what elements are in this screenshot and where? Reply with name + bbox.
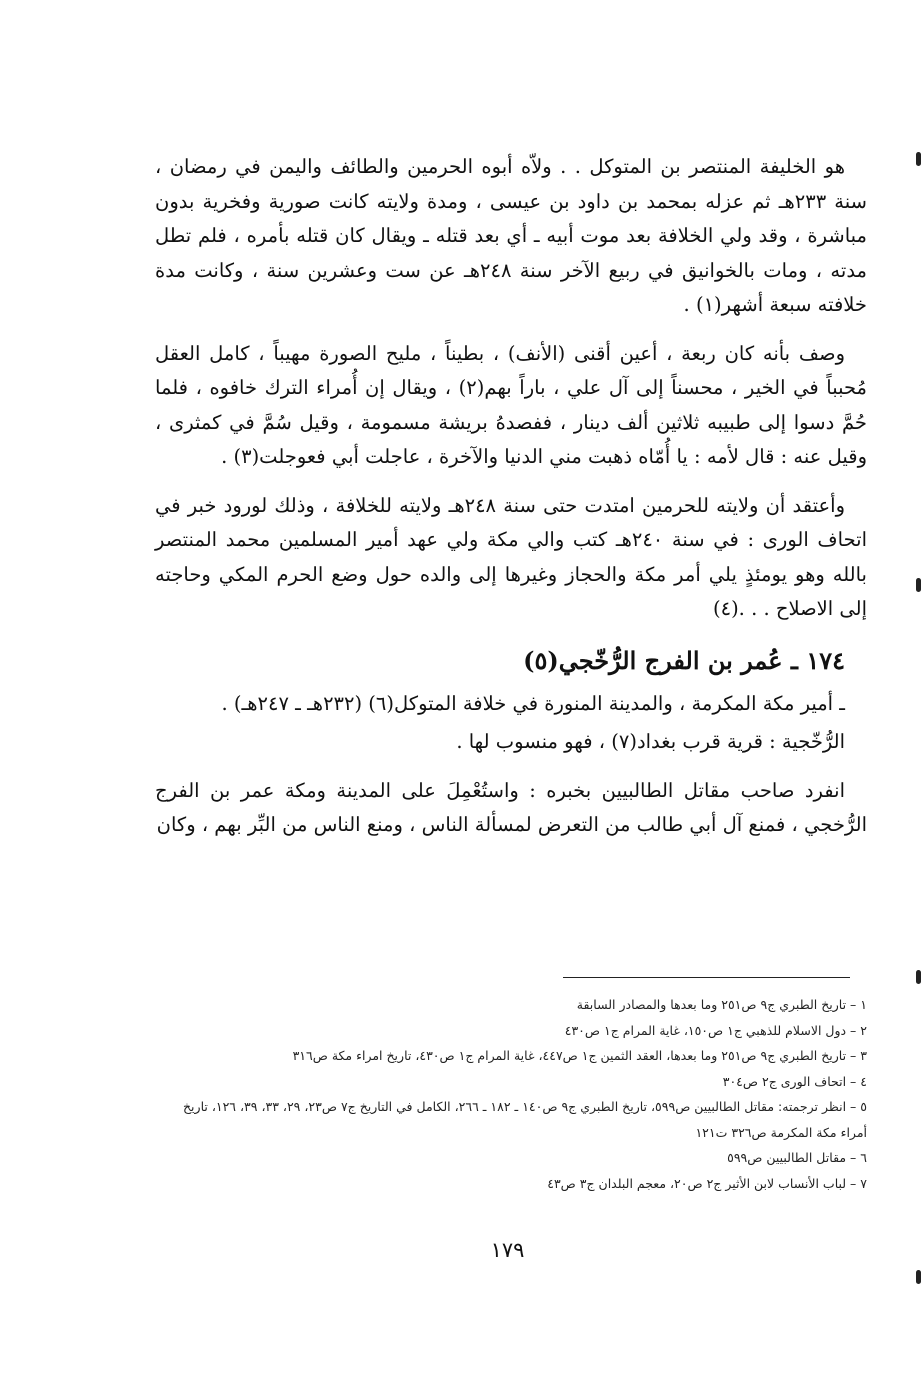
- paragraph-muntasir-intro: هو الخليفة المنتصر بن المتوكل . . ولاّه أبوه الحرمين والطائف واليمن في رمضان ، سنة ٢٣٣هـ ثم عزله بمحمد بن داود بن عيسى ، ومدة ولايته كانت صورية وفخرية بدون مباشرة ، وقد ولي الخلافة بعد موت أبيه ـ أي بعد قتله ـ ويقال كان قتله بأمره ، فلم تطل مدته ، ومات بالخوانيق في ربيع الآخر سنة ٢٤٨هـ عن ست وعشرين سنة ، وكانت مدة خلافته سبعة أشهر(١) .: [155, 155, 867, 316]
- footnote: ٧ – لباب الأنساب لابن الأثير ج٢ ص٢٠، معجم البلدان ج٣ ص٤٣: [547, 1175, 867, 1191]
- footnotes: [155, 992, 867, 1196]
- footnote: ٢ – دول الاسلام للذهبي ج١ ص١٥٠، غاية المرام ج١ ص٤٣٠: [564, 1022, 867, 1038]
- footnote: ٦ – مقاتل الطالبيين ص٥٩٩: [727, 1150, 867, 1165]
- paragraph-umar-account: انفرد صاحب مقاتل الطالبيين بخبره : واستُعْمِلَ على المدينة ومكة عمر بن الفرج الرُّخجي ، فمنع آل أبي طالب من التعرض لمسألة الناس ، ومنع الناس من البِّر بهم ، وكان: [155, 778, 867, 836]
- entry-line-emir: ـ أمير مكة المكرمة ، والمدينة المنورة في خلافة المتوكل(٦) (٢٣٢هـ ـ ٢٤٧هـ) .: [221, 691, 845, 715]
- footnote-separator: [563, 977, 850, 978]
- margin-mark: [916, 578, 921, 592]
- main-text: [155, 150, 867, 857]
- page-number: ١٧٩: [490, 1238, 525, 1262]
- paragraph-muntasir-tenure: وأعتقد أن ولايته للحرمين امتدت حتى سنة ٢٤٨هـ ولايته للخلافة ، وذلك لورود خبر في اتحاف الورى : في سنة ٢٤٠هـ كتب والي مكة ولي عهد أمير المسلمين محمد المنتصر بالله وهو يومئذٍ يلي أمر مكة والحجاز وغيرها إلى والده حول وضع الحرم المكي وحاجته إلى الاصلاح . . .(٤): [155, 493, 868, 620]
- margin-mark: [916, 1270, 921, 1284]
- margin-mark: [916, 152, 921, 166]
- footnote: ٤ – اتحاف الورى ج٢ ص٣٠٤: [722, 1073, 867, 1089]
- footnote: ٣ – تاريخ الطبري ج٩ ص٢٥١ وما بعدها، العقد الثمين ج١ ص٤٤٧، غاية المرام ج١ ص٤٣٠، تاريخ امراء مكة ص٣١٦: [292, 1048, 867, 1063]
- entry-line-rukhkhajiyya: الرُّخّجية : قرية قرب بغداد(٧) ، فهو منسوب لها .: [456, 730, 845, 753]
- footnote: ١ – تاريخ الطبري ج٩ ص٢٥١ وما بعدها والمصادر السابقة: [576, 997, 867, 1012]
- paragraph-muntasir-description: وصف بأنه كان ربعة ، أعين أقنى (الأنف) ، بطيناً ، مليح الصورة مهيباً ، كامل العقل مُحبباً في الخير ، محسناً إلى آل علي ، باراً بهم(٢) ، ويقال إن أُمراء الترك خافوه ، فلما حُمَّ دسوا إلى طبيبه ثلاثين ألف دينار ، ففصدهُ بريشة مسمومة ، وقيل سُمَّ في كمثرى ، وقيل عنه : قال لأمه : يا أُمّاه ذهبت مني الدنيا والآخرة ، عاجلت أبي فعوجلت(٣) .: [155, 341, 867, 468]
- entry-heading: ١٧٤ ـ عُمر بن الفرج الرُّخّجي(٥): [523, 645, 845, 675]
- footnote: ٥ – انظر ترجمته: مقاتل الطالبيين ص٥٩٩، تاريخ الطبري ج٩ ص١٤٠ ـ ١٨٢ ـ ٢٦٦، الكامل في التاريخ ج٧ ص٢٣، ٢٩، ٣٣، ٣٩، ١٢٦، تاريخ أمراء مكة المكرمة ص٣٢٦ ت١٢١: [182, 1099, 867, 1140]
- margin-mark: [916, 970, 921, 984]
